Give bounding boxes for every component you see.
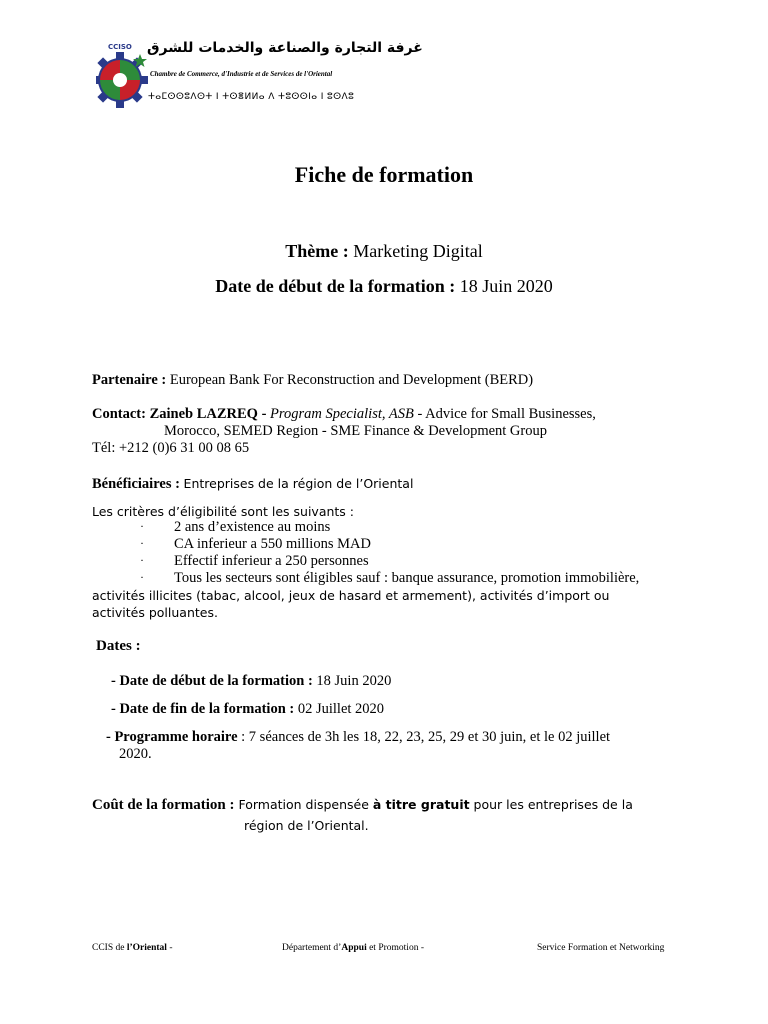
dates-end-line: [111, 701, 384, 718]
cost-label: Coût de la formation :: [92, 797, 235, 813]
partner-line: [92, 372, 533, 389]
bullet-icon: ·: [140, 519, 144, 533]
criteria-item-2: CA inferieur a 550 millions MAD: [174, 536, 371, 552]
dates-schedule-line: [106, 729, 610, 746]
theme-value: Marketing Digital: [353, 241, 483, 261]
cost-line-2: région de l’Oriental.: [244, 818, 369, 833]
dates-end-label: - Date de fin de la formation :: [111, 701, 295, 717]
dates-schedule-cont: 2020.: [119, 746, 152, 762]
partner-value: European Bank For Reconstruction and Development (BERD): [169, 372, 534, 388]
footer-middle: [282, 943, 424, 953]
criteria-item-1: 2 ans d’existence au moins: [174, 519, 331, 535]
contact-line-1: [92, 406, 596, 423]
cost-free: à titre gratuit: [372, 797, 470, 812]
footer-mid-bold: Appui: [341, 943, 367, 953]
schedule-value: : 7 séances de 3h les 18, 22, 23, 25, 29 et 30 juin, et le 02 juillet: [237, 729, 611, 745]
criteria-intro: Les critères d’éligibilité sont les suivants :: [92, 504, 354, 519]
contact-org: - Advice for Small Businesses,: [413, 406, 596, 422]
dates-start-label: - Date de début de la formation :: [111, 673, 313, 689]
contact-phone: Tél: +212 (0)6 31 00 08 65: [92, 440, 250, 456]
theme-label: Thème :: [285, 241, 349, 261]
page-title: Fiche de formation: [294, 162, 474, 187]
footer-mid-post: et Promotion -: [366, 943, 424, 953]
contact-line-2: Morocco, SEMED Region - SME Finance & Development Group: [164, 423, 547, 439]
bullet-icon: ·: [140, 536, 144, 550]
schedule-label: - Programme horaire: [106, 729, 238, 745]
dates-end-value: 02 Juillet 2020: [297, 701, 385, 717]
beneficiaries-line: [92, 475, 413, 493]
cost-post: pour les entreprises de la: [469, 797, 633, 812]
criteria-item-4-cont-1: activités illicites (tabac, alcool, jeux de hasard et armement), activités d’import ou: [92, 588, 610, 603]
beneficiaries-label: Bénéficiaires :: [92, 476, 180, 492]
list-item: [0, 570, 768, 587]
start-date-line: [0, 276, 768, 297]
criteria-item-3: Effectif inferieur a 250 personnes: [174, 553, 369, 569]
footer-left: [92, 943, 173, 953]
logo-arabic-name: غرفة التجارة والصناعة والخدمات للشرق: [147, 40, 423, 56]
logo-acronym: CCISO: [108, 43, 132, 51]
logo-french-name: Chambre de Commerce, d'Industrie et de Services de l'Oriental: [150, 70, 333, 78]
start-date-value: 18 Juin 2020: [459, 276, 553, 296]
bullet-icon: ·: [140, 570, 144, 584]
footer-left-post: -: [166, 943, 173, 953]
list-item: [0, 536, 768, 553]
footer-right: Service Formation et Networking: [537, 943, 665, 953]
footer-left-bold: l’Oriental: [126, 943, 167, 953]
theme-line: [0, 241, 768, 262]
criteria-item-4-cont-2: activités polluantes.: [92, 605, 218, 620]
footer-left-pre: CCIS de: [92, 943, 127, 953]
cost-pre: Formation dispensée: [234, 797, 373, 812]
list-item: [0, 553, 768, 570]
dates-start-value: 18 Juin 2020: [316, 673, 392, 689]
criteria-item-4: Tous les secteurs sont éligibles sauf : banque assurance, promotion immobilière,: [174, 570, 640, 586]
dates-heading: Dates :: [96, 638, 141, 654]
list-item: [0, 519, 768, 536]
partner-label: Partenaire :: [92, 372, 167, 388]
footer-mid-pre: Département d’: [282, 943, 342, 953]
start-date-label: Date de début de la formation :: [215, 276, 456, 296]
contact-label: Contact: Zaineb LAZREQ -: [92, 406, 267, 422]
logo-tifinagh-name: ⵜⴰⵎⵙⵙⵓⴷⵙⵜ ⵏ ⵜⵙⴻⵍⵍⴰ ⴷ ⵜⵓⵙⵙⵏⴰ ⵏ ⵓⵙⴷⵓ: [148, 92, 355, 102]
bullet-icon: ·: [140, 553, 144, 567]
contact-role: Program Specialist, ASB: [270, 406, 414, 422]
beneficiaries-value: Entreprises de la région de l’Oriental: [183, 476, 414, 491]
cost-line-1: [92, 796, 633, 814]
dates-start-line: [111, 673, 391, 690]
